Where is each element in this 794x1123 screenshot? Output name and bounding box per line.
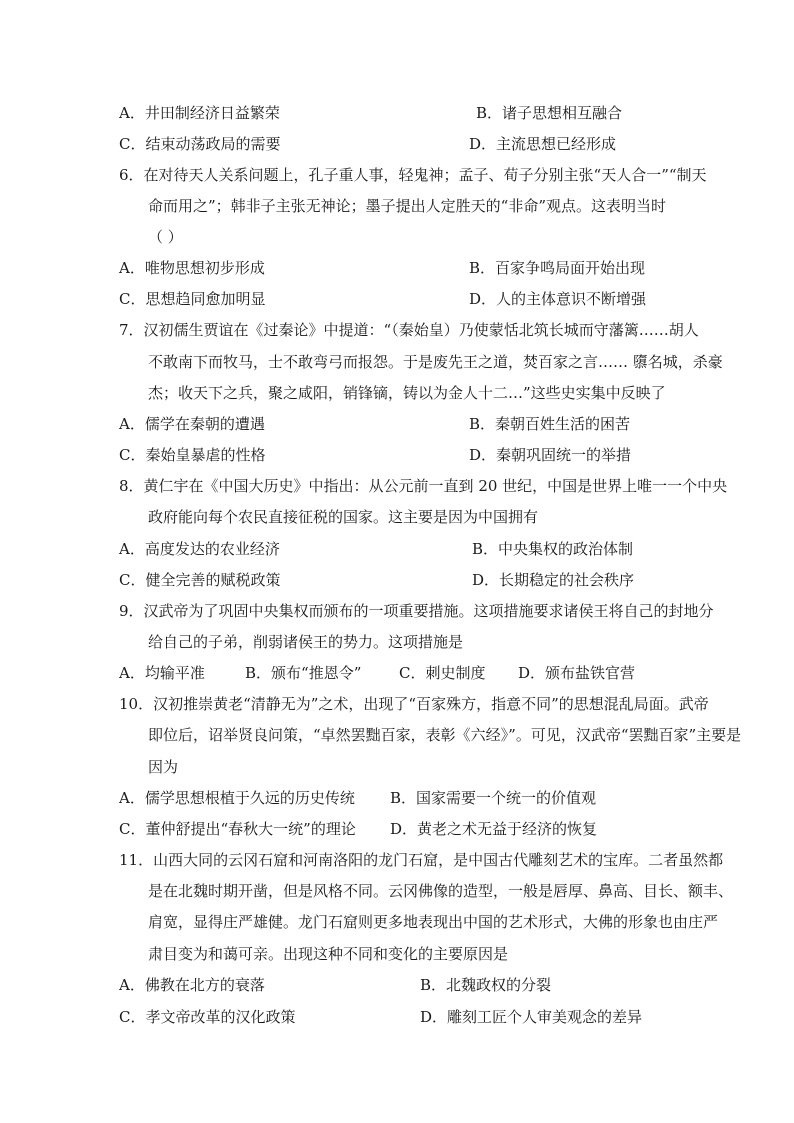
q8-option-a: A．高度发达的农业经济 — [119, 540, 280, 558]
q7-option-d: D．秦朝巩固统一的举措 — [469, 446, 632, 464]
q11-stem-line-2: 是在北魏时期开凿，但是风格不同。云冈佛像的造型，一般是唇厚、鼻高、目长、额丰、 — [148, 882, 734, 900]
q11-stem-line-3: 肩宽，显得庄严雄健。龙门石窟则更多地表现出中国的艺术形式，大佛的形象也由庄严 — [148, 913, 719, 931]
q6-answer-blank: （ ） — [148, 228, 183, 246]
q8-option-c: C．健全完善的赋税政策 — [119, 571, 281, 589]
q9-stem-line-2: 给自己的子弟，削弱诸侯王的势力。这项措施是 — [148, 633, 464, 651]
q7-option-b: B．秦朝百姓生活的困苦 — [469, 415, 631, 433]
q9-option-a: A．均输平准 — [119, 664, 205, 682]
q7-stem-line-3: 杰；收天下之兵，聚之咸阳，销锋镝，铸以为金人十二…”这些史实集中反映了 — [148, 384, 666, 402]
q8-option-d: D．长期稳定的社会秩序 — [472, 571, 635, 589]
q11-option-c: C．孝文帝改革的汉化政策 — [119, 1008, 296, 1026]
q11-option-d: D．雕刻工匠个人审美观念的差异 — [420, 1008, 643, 1026]
q7-stem-line-1: 7．汉初儒生贾谊在《过秦论》中提道：“（秦始皇）乃使蒙恬北筑长城而守藩篱……胡人 — [119, 321, 699, 339]
q11-stem-line-4: 肃目变为和蔼可亲。出现这种不同和变化的主要原因是 — [148, 945, 509, 963]
q6-option-c: C．思想趋同愈加明显 — [119, 290, 266, 308]
q7-option-a: A．儒学在秦朝的遭遇 — [119, 415, 265, 433]
q8-stem-line-1: 8．黄仁宇在《中国大历史》中指出：从公元前一直到 20 世纪，中国是世界上唯一一个中央 — [119, 477, 728, 495]
q7-stem-line-2: 不敢南下而牧马，士不敢弯弓而报怨。于是废先王之道，焚百家之言…… 隳名城，杀豪 — [148, 353, 723, 371]
q11-stem-line-1: 11．山西大同的云冈石窟和河南洛阳的龙门石窟，是中国古代雕刻艺术的宝库。二者虽然都 — [119, 851, 724, 869]
q10-option-c: C．董仲舒提出“春秋大一统”的理论 — [119, 820, 356, 838]
q6-option-a: A．唯物思想初步形成 — [119, 259, 265, 277]
q5-option-d: D．主流思想已经形成 — [469, 135, 617, 153]
q9-option-d: D．颁布盐铁官营 — [518, 664, 636, 682]
q9-option-c: C．刺史制度 — [399, 664, 486, 682]
q10-stem-line-3: 因为 — [148, 758, 179, 776]
q9-option-b: B．颁布“推恩令” — [245, 664, 362, 682]
q11-option-a: A．佛教在北方的衰落 — [119, 976, 265, 994]
q10-option-b: B．国家需要一个统一的价值观 — [390, 789, 597, 807]
q10-option-a: A．儒学思想根植于久远的历史传统 — [119, 789, 355, 807]
q7-option-c: C．秦始皇暴虐的性格 — [119, 446, 266, 464]
q10-stem-line-1: 10．汉初推崇黄老“清静无为”之术，出现了“百家殊方，指意不同”的思想混乱局面。武帝 — [119, 695, 709, 713]
q5-option-c: C．结束动荡政局的需要 — [119, 135, 281, 153]
q5-option-a: A．井田制经济日益繁荣 — [119, 104, 280, 122]
q8-stem-line-2: 政府能向每个农民直接征税的国家。这主要是因为中国拥有 — [148, 508, 539, 526]
q6-stem-line-1: 6．在对待天人关系问题上，孔子重人事，轻鬼神；孟子、荀子分别主张“天人合一”“制天 — [119, 166, 707, 184]
q6-stem-line-2: 命而用之”；韩非子主张无神论；墨子提出人定胜天的“非命”观点。这表明当时 — [148, 197, 667, 215]
q6-option-d: D．人的主体意识不断增强 — [469, 290, 647, 308]
q11-option-b: B．北魏政权的分裂 — [420, 976, 552, 994]
q10-stem-line-2: 即位后，诏举贤良问策，“卓然罢黜百家，表彰《六经》”。可见，汉武帝“罢黜百家”主要是 — [148, 726, 742, 744]
q9-stem-line-1: 9．汉武帝为了巩固中央集权而颁布的一项重要措施。这项措施要求诸侯王将自己的封地分 — [119, 602, 714, 620]
q6-option-b: B．百家争鸣局面开始出现 — [469, 259, 646, 277]
q5-option-b: B．诸子思想相互融合 — [476, 104, 623, 122]
q10-option-d: D．黄老之术无益于经济的恢复 — [390, 820, 598, 838]
q8-option-b: B．中央集权的政治体制 — [472, 540, 634, 558]
